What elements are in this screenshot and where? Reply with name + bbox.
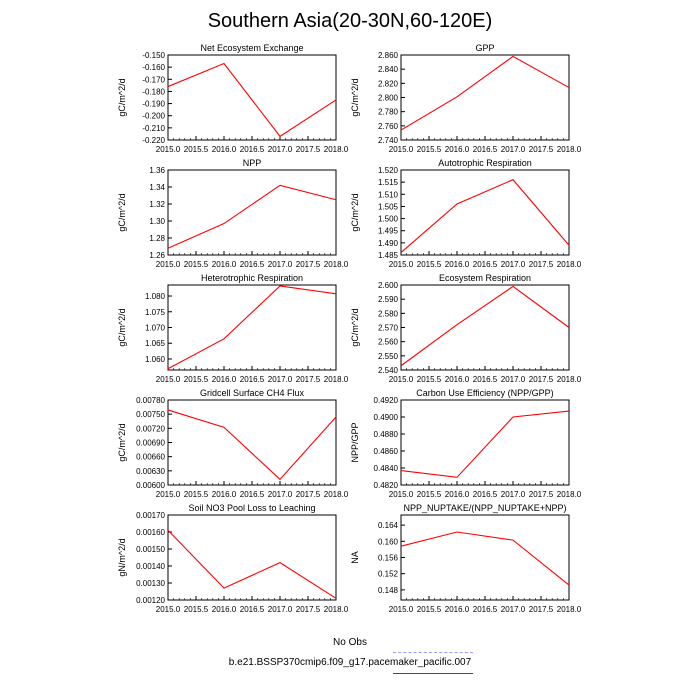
y-tick-label: 1.060: [144, 354, 165, 364]
figure-title: Southern Asia(20-30N,60-120E): [207, 10, 493, 32]
x-tick-label: 2018.0: [556, 490, 582, 499]
x-tick-label: 2016.0: [444, 490, 470, 499]
y-tick-label: 1.36: [149, 166, 165, 175]
x-tick-label: 2015.5: [416, 605, 442, 614]
y-tick-label: 0.00600: [136, 481, 165, 490]
series-line: [168, 530, 336, 598]
y-tick-label: 2.570: [377, 323, 398, 333]
x-tick-label: 2015.5: [183, 490, 209, 499]
y-tick-label: 0.00140: [136, 562, 165, 571]
plot-frame: [168, 515, 336, 600]
x-tick-label: 2017.5: [295, 260, 321, 269]
x-tick-label: 2017.0: [500, 490, 526, 499]
x-tick-label: 2016.0: [211, 375, 237, 384]
plot-frame: [168, 170, 336, 255]
y-tick-label: 2.590: [377, 295, 398, 305]
y-tick-label: 0.4920: [373, 396, 398, 405]
plot-frame: [168, 55, 336, 140]
y-tick-label: 0.00720: [136, 424, 165, 434]
y-tick-label: 0.160: [377, 537, 398, 547]
plot-frame: [401, 285, 569, 370]
y-tick-label: 1.28: [149, 234, 165, 243]
x-tick-label: 2017.0: [500, 260, 526, 269]
y-tick-label: -0.210: [142, 123, 165, 133]
y-axis-label: gC/m^2/d: [350, 193, 360, 232]
x-tick-label: 2017.5: [528, 490, 554, 499]
y-tick-label: -0.200: [142, 111, 165, 121]
series-line: [168, 64, 336, 137]
series-line: [168, 410, 336, 479]
x-tick-label: 2015.0: [155, 145, 181, 154]
panel-title: Autotrophic Respiration: [438, 158, 532, 168]
y-tick-label: 2.780: [377, 107, 398, 117]
y-tick-label: 0.00750: [136, 410, 165, 420]
x-tick-label: 2015.0: [155, 260, 181, 269]
y-tick-label: 0.4860: [373, 447, 398, 456]
y-tick-label: 2.600: [377, 281, 398, 290]
x-tick-label: 2015.0: [388, 490, 414, 499]
y-tick-label: 0.4900: [373, 413, 398, 422]
y-axis-label: gC/m^2/d: [350, 78, 360, 117]
y-tick-label: 1.505: [377, 202, 398, 212]
panel-title: Gridcell Surface CH4 Flux: [199, 388, 305, 398]
x-tick-label: 2015.5: [416, 260, 442, 269]
legend-label-model-run: b.e21.BSSP370cmip6.f09_g17.pacemaker_pacific.007: [228, 657, 472, 668]
y-tick-label: 1.490: [377, 238, 398, 248]
x-tick-label: 2018.0: [323, 375, 349, 384]
x-tick-label: 2015.0: [388, 375, 414, 384]
panel-title: NPP: [242, 158, 262, 168]
y-tick-label: 0.156: [377, 553, 398, 563]
x-tick-label: 2017.5: [295, 490, 321, 499]
y-tick-label: 0.00120: [136, 596, 165, 605]
x-tick-label: 2018.0: [556, 375, 582, 384]
y-tick-label: 1.34: [149, 183, 165, 192]
x-tick-label: 2015.5: [416, 375, 442, 384]
x-tick-label: 2017.0: [500, 145, 526, 154]
x-tick-label: 2015.5: [183, 605, 209, 614]
series-line: [168, 185, 336, 248]
y-tick-label: 1.515: [377, 178, 398, 188]
x-tick-label: 2018.0: [556, 145, 582, 154]
plot-frame: [401, 55, 569, 140]
x-tick-label: 2015.0: [388, 260, 414, 269]
x-tick-label: 2016.5: [472, 375, 498, 384]
y-tick-label: 2.820: [377, 79, 398, 89]
y-axis-label: NPP/GPP: [350, 422, 360, 463]
y-tick-label: -0.220: [142, 136, 165, 145]
y-tick-label: 2.760: [377, 121, 398, 131]
x-tick-label: 2016.5: [472, 145, 498, 154]
x-tick-label: 2018.0: [323, 145, 349, 154]
panel-title: Heterotrophic Respiration: [200, 273, 304, 283]
y-tick-label: 2.860: [377, 51, 398, 60]
y-tick-label: 2.800: [377, 93, 398, 103]
y-tick-label: 0.164: [377, 521, 398, 531]
x-tick-label: 2017.5: [295, 145, 321, 154]
x-tick-label: 2018.0: [323, 605, 349, 614]
panel-title: Ecosystem Respiration: [438, 273, 532, 283]
x-tick-label: 2016.0: [444, 145, 470, 154]
y-tick-label: 0.4880: [373, 430, 398, 439]
legend-label-no-obs: No Obs: [333, 637, 367, 648]
y-tick-label: 0.00170: [136, 511, 165, 520]
y-tick-label: 1.26: [149, 251, 165, 260]
x-tick-label: 2015.5: [183, 260, 209, 269]
x-tick-label: 2015.0: [155, 605, 181, 614]
x-tick-label: 2018.0: [323, 260, 349, 269]
x-tick-label: 2015.5: [416, 490, 442, 499]
y-tick-label: 2.560: [377, 337, 398, 347]
x-tick-label: 2015.5: [183, 375, 209, 384]
x-tick-label: 2017.5: [528, 375, 554, 384]
y-tick-label: 0.4820: [373, 481, 398, 490]
x-tick-label: 2017.0: [500, 605, 526, 614]
x-tick-label: 2016.0: [211, 260, 237, 269]
y-tick-label: 0.00160: [136, 528, 165, 537]
y-tick-label: 2.580: [377, 309, 398, 319]
y-tick-label: 1.070: [144, 323, 165, 333]
x-tick-label: 2015.0: [388, 605, 414, 614]
series-line: [401, 532, 569, 585]
plot-frame: [401, 400, 569, 485]
x-tick-label: 2016.0: [211, 145, 237, 154]
x-tick-label: 2016.0: [444, 375, 470, 384]
y-tick-label: 1.065: [144, 339, 165, 349]
x-tick-label: 2017.0: [267, 605, 293, 614]
y-tick-label: 0.00150: [136, 545, 165, 554]
y-tick-label: 0.4840: [373, 464, 398, 473]
x-tick-label: 2015.0: [388, 145, 414, 154]
x-tick-label: 2017.5: [295, 375, 321, 384]
panel-title: NPP_NUPTAKE/(NPP_NUPTAKE+NPP): [403, 503, 567, 513]
panel-title: GPP: [475, 43, 495, 53]
x-tick-label: 2015.0: [155, 490, 181, 499]
y-axis-label: gC/m^2/d: [117, 423, 127, 462]
x-tick-label: 2016.5: [239, 605, 265, 614]
y-tick-label: 1.32: [149, 200, 165, 209]
y-tick-label: 0.00130: [136, 579, 165, 588]
plot-frame: [401, 170, 569, 255]
y-tick-label: 1.510: [377, 190, 398, 200]
y-axis-label: gC/m^2/d: [350, 308, 360, 347]
x-tick-label: 2016.5: [239, 145, 265, 154]
x-tick-label: 2015.5: [416, 145, 442, 154]
x-tick-label: 2017.5: [295, 605, 321, 614]
x-tick-label: 2015.5: [183, 145, 209, 154]
y-tick-label: 0.00630: [136, 466, 165, 476]
x-tick-label: 2017.5: [528, 145, 554, 154]
x-tick-label: 2016.0: [444, 260, 470, 269]
y-axis-label: gC/m^2/d: [117, 193, 127, 232]
y-tick-label: 1.30: [149, 217, 165, 226]
x-tick-label: 2016.5: [239, 375, 265, 384]
x-tick-label: 2017.0: [267, 260, 293, 269]
y-tick-label: 2.740: [377, 136, 398, 145]
x-tick-label: 2017.5: [528, 260, 554, 269]
y-tick-label: 1.520: [377, 166, 398, 175]
y-tick-label: 0.148: [377, 585, 398, 595]
y-tick-label: 2.840: [377, 65, 398, 75]
x-tick-label: 2016.0: [211, 490, 237, 499]
x-tick-label: 2016.0: [444, 605, 470, 614]
x-tick-label: 2016.0: [211, 605, 237, 614]
series-line: [401, 56, 569, 130]
y-axis-label: gN/m^2/d: [117, 538, 127, 577]
y-tick-label: 1.500: [377, 214, 398, 224]
x-tick-label: 2015.0: [155, 375, 181, 384]
y-tick-label: 0.00780: [136, 396, 165, 405]
x-tick-label: 2017.0: [267, 490, 293, 499]
y-tick-label: 1.495: [377, 226, 398, 236]
y-axis-label: NA: [350, 551, 360, 564]
panel-title: Soil NO3 Pool Loss to Leaching: [188, 503, 316, 513]
x-tick-label: 2016.5: [472, 605, 498, 614]
y-tick-label: 0.152: [377, 569, 398, 579]
panel-title: Carbon Use Efficiency (NPP/GPP): [416, 388, 554, 398]
series-line: [401, 286, 569, 365]
x-tick-label: 2016.5: [239, 260, 265, 269]
x-tick-label: 2018.0: [323, 490, 349, 499]
y-tick-label: 1.485: [377, 251, 398, 260]
plot-frame: [401, 515, 569, 600]
x-tick-label: 2016.5: [239, 490, 265, 499]
y-tick-label: -0.180: [142, 87, 165, 97]
y-axis-label: gC/m^2/d: [117, 78, 127, 117]
x-tick-label: 2017.0: [267, 375, 293, 384]
y-tick-label: -0.150: [142, 51, 165, 60]
x-tick-label: 2016.5: [472, 260, 498, 269]
y-tick-label: 1.080: [144, 292, 165, 302]
plot-frame: [168, 400, 336, 485]
series-line: [401, 180, 569, 253]
x-tick-label: 2017.0: [267, 145, 293, 154]
y-tick-label: 2.550: [377, 351, 398, 361]
y-axis-label: gC/m^2/d: [117, 308, 127, 347]
y-tick-label: 0.00690: [136, 438, 165, 448]
x-tick-label: 2017.0: [500, 375, 526, 384]
y-tick-label: 2.540: [377, 366, 398, 375]
x-tick-label: 2018.0: [556, 605, 582, 614]
y-tick-label: -0.190: [142, 99, 165, 109]
series-line: [168, 286, 336, 369]
x-tick-label: 2018.0: [556, 260, 582, 269]
y-tick-label: -0.170: [142, 75, 165, 85]
series-line: [401, 411, 569, 477]
x-tick-label: 2016.5: [472, 490, 498, 499]
y-tick-label: 1.075: [144, 307, 165, 317]
y-tick-label: 0.00660: [136, 452, 165, 462]
panel-title: Net Ecosystem Exchange: [200, 43, 304, 53]
x-tick-label: 2017.5: [528, 605, 554, 614]
plot-frame: [168, 285, 336, 370]
y-tick-label: -0.160: [142, 63, 165, 73]
